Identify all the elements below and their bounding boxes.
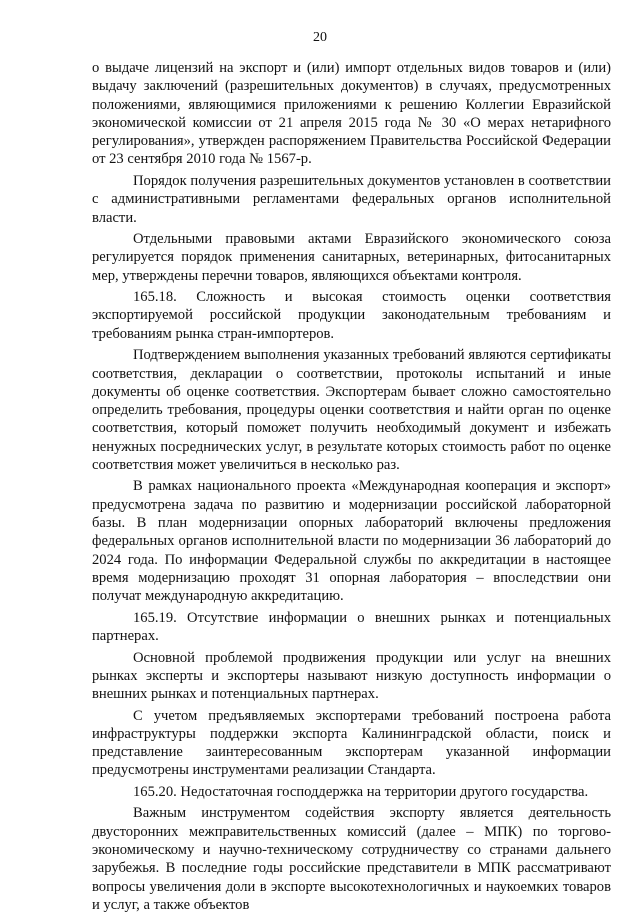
document-body [92,59,611,917]
paragraph-1: о выдаче лицензий на экспорт и (или) импорт отдельных видов товаров и (или) выдачу заключений (разрешительных документов) в случаях, предусмотренных положениями, являющимися приложениями к решению Коллегии Евразийской экономической комиссии от 21 апреля 2015 года № 30 «О мерах нетарифного регулирования», утвержден распоряжением Правительства Российской Федерации от 23 сентября 2010 года № 1567-р. [92,60,611,168]
section-heading-165-18: 165.18. Сложность и высокая стоимость оценки соответствия экспортируемой российской продукции законодательным требованиям и требованиям рынка стран-импортеров. [92,289,611,342]
page-number: 20 [313,30,327,45]
section-heading-165-20: 165.20. Недостаточная господдержка на территории другого государства. [133,783,589,800]
paragraph-6: В рамках национального проекта «Международная кооперация и экспорт» предусмотрена задача по развитию и модернизации российской лабораторной базы. В план модернизации опорных лабораторий включены предложения федеральных органов исполнительной власти по модернизации 36 лабораторий до 2024 года. По информации Федеральной службы по аккредитации в настоящее время модернизацию проходят 31 опорная лаборатория – впоследствии они получат международную аккредитацию. [92,478,611,605]
paragraph-2: Порядок получения разрешительных документов установлен в соответствии с административными регламентами федеральных органов исполнительной власти. [92,172,611,226]
paragraph-11: Важным инструментом содействия экспорту является деятельность двусторонних межправительственных комиссий (далее – МПК) по торгово-экономическому и научно-техническому сотрудничеству со странами дальнего зарубежья. В последние годы российские представители в МПК рассматривают вопросы увеличения доли в экспорте высокотехнологичных и наукоемких товаров и услуг, а также объектов [92,805,611,913]
paragraph-5: Подтверждением выполнения указанных требований являются сертификаты соответствия, декларации о соответствии, протоколы испытаний и иные документы об оценке соответствия. Экспортерам бывает сложно самостоятельно определить требования, процедуры оценки соответствия и найти орган по оценке соответствия, который поможет получить необходимый документ и избежать ненужных посреднических услуг, в результате которых стоимость работ по оценке соответствия может увеличиться в несколько раз. [92,347,611,473]
paragraph-8: Основной проблемой продвижения продукции или услуг на внешних рынках эксперты и экспортеры называют низкую доступность информации о внешних рынках и потенциальных партнерах. [92,649,611,703]
section-heading-165-19: 165.19. Отсутствие информации о внешних рынках и потенциальных партнерах. [92,609,611,645]
paragraph-3: Отдельными правовыми актами Евразийского экономического союза регулируется порядок применения санитарных, ветеринарных, фитосанитарных мер, утверждены перечни товаров, являющихся объектами контроля. [92,231,611,284]
paragraph-9: С учетом предъявляемых экспортерами требований построена работа инфраструктуры поддержки экспорта Калининградской области, поиск и представление заинтересованным экспортерам указанной информации предусмотрены инструментами реализации Стандарта. [92,707,611,779]
